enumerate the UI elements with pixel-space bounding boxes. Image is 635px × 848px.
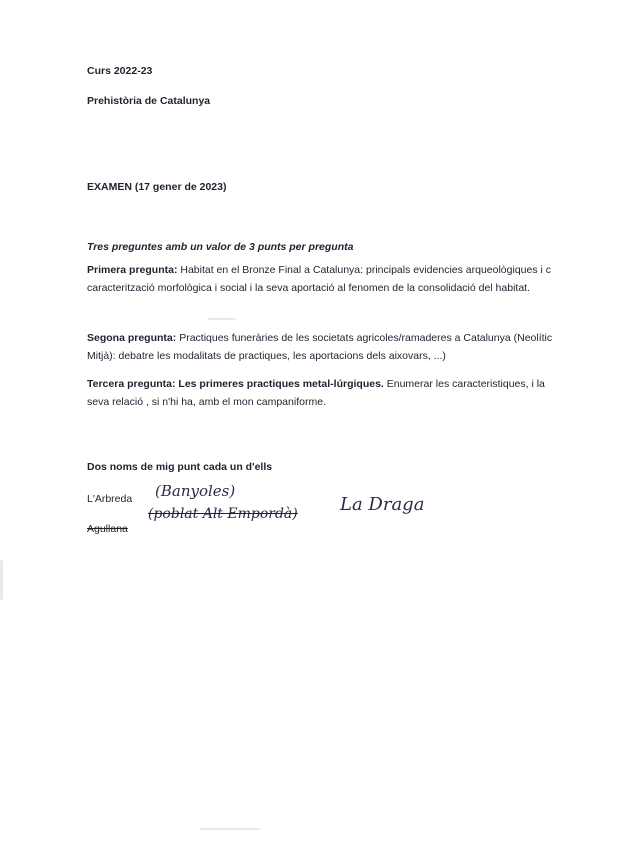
question-3	[87, 376, 557, 411]
question-2-text: Practiques funeràries de les societats agricoles/ramaderes a Catalunya (Neolític Mitjà): debatre les modalitats de practiques, les aportacions dels aixovars, ...)	[87, 332, 553, 362]
question-1-text: Habitat en el Bronze Final a Catalunya: principals evidencies arqueològiques i c caracterització morfològica i social i la seva aportació al fenomen de la consolidació del habitat.	[87, 264, 552, 294]
question-1-label: Primera pregunta:	[87, 264, 178, 276]
site-2-name-struck: Agullana	[87, 523, 128, 535]
question-1	[87, 262, 557, 297]
sites-heading: Dos noms de mig punt cada un d'ells	[87, 461, 273, 473]
course-year: Curs 2022-23	[87, 65, 153, 77]
instructions: Tres preguntes amb un valor de 3 punts per pregunta	[87, 241, 354, 253]
question-2-label: Segona pregunta:	[87, 332, 177, 344]
question-3-text: Enumerar les caracteristiques, i la seva relació , si n'hi ha, amb el mon campaniforme.	[87, 378, 545, 408]
scan-smudge-bottom	[200, 828, 260, 830]
question-2	[87, 330, 557, 365]
exam-title: EXAMEN (17 gener de 2023)	[87, 181, 227, 193]
scan-smudge	[208, 318, 236, 320]
site-1-name: L'Arbreda	[87, 493, 133, 505]
site-2-handwritten-note: (poblat Alt Empordà)	[148, 506, 298, 522]
site-1-handwritten-note: (Banyoles)	[155, 482, 236, 500]
question-3-bold-text: Les primeres practiques metal-lúrgiques.	[178, 378, 384, 390]
question-3-label: Tercera pregunta:	[87, 378, 176, 390]
site-3-handwritten-note: La Draga	[340, 494, 425, 515]
scan-edge-mark	[0, 560, 3, 600]
subject-title: Prehistòria de Catalunya	[87, 95, 211, 107]
